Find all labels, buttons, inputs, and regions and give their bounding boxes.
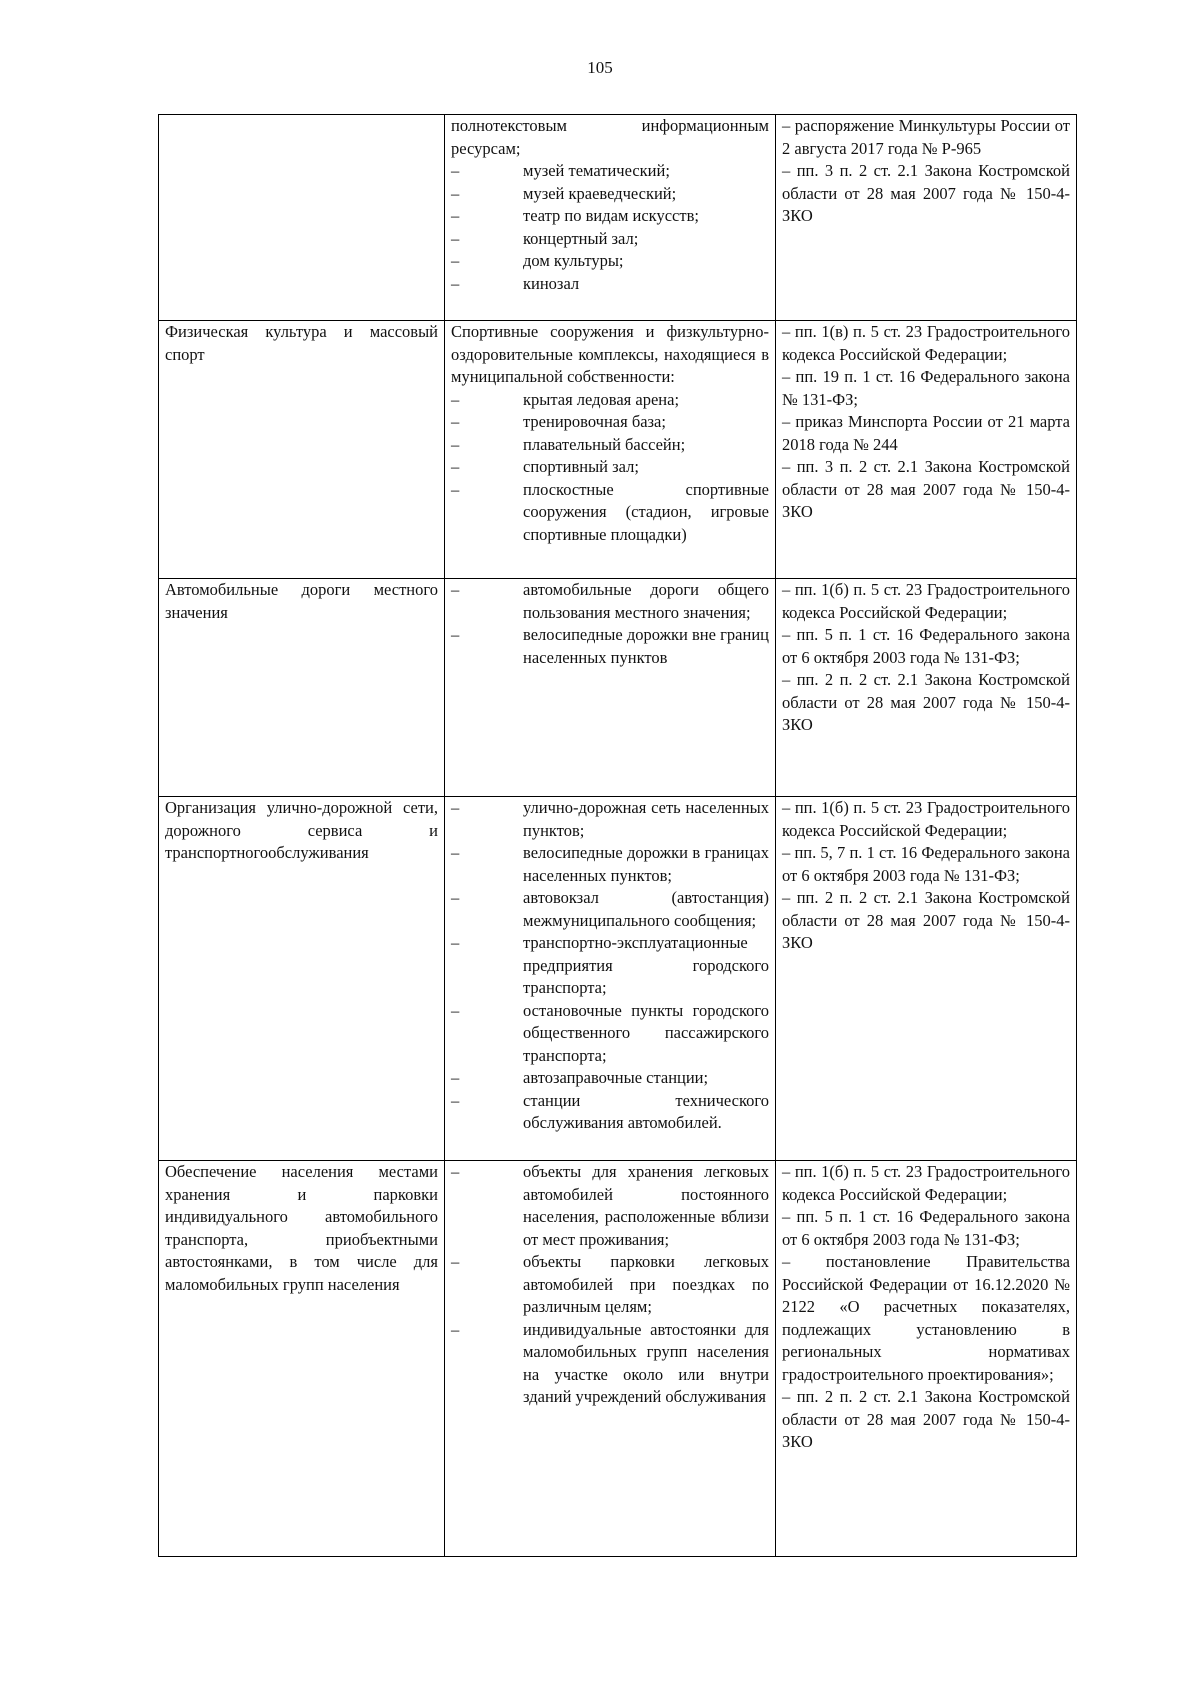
dash-marker: – [451,389,460,409]
objects-cell [445,321,776,579]
object-list-text: объекты для хранения легковых автомобилей постоянного населения, расположенные вблизи от мест проживания; [523,1162,769,1249]
object-list-text: улично-дорожная сеть населенных пунктов; [523,798,769,840]
table-row [159,321,1077,579]
legal-basis-item: – пп. 5 п. 1 ст. 16 Федерального закона от 6 октября 2003 года № 131-ФЗ; [782,1207,1070,1249]
object-list-text: автовокзал (автостанция) межмуниципального сообщения; [523,888,769,930]
dash-marker: – [451,206,460,225]
dash-marker: – [451,580,460,599]
category-text: Физическая культура и массовый спорт [165,322,438,364]
object-list-text: транспортно-эксплуатационные предприятия городского транспорта; [523,933,769,997]
legal-basis-item: – пп. 2 п. 2 ст. 2.1 Закона Костромской области от 28 мая 2007 года № 150-4-ЗКО [782,1387,1070,1451]
legal-basis-item: – пп. 3 п. 2 ст. 2.1 Закона Костромской области от 28 мая 2007 года № 150-4-ЗКО [782,457,1070,521]
object-list-text: кинозал [523,273,580,293]
table-body [159,115,1077,1557]
dash-marker: – [451,1090,460,1110]
objects-cell [445,115,776,321]
object-list-item [451,797,769,842]
dash-marker: – [451,798,460,817]
category-cell [159,115,445,321]
object-list-item [451,160,769,183]
dash-marker: – [451,1319,460,1339]
object-list-item [451,1161,769,1251]
object-list-text: плоскостные спортивные сооружения (стадион, игровые спортивные площадки) [523,479,769,544]
legal-basis-item: – постановление Правительства Российской Федерации от 16.12.2020 № 2122 «О расчетных показателях, подлежащих установлению в региональных нормативах градостроительного проектирования»; [782,1252,1070,1384]
object-list-text: плавательный бассейн; [523,434,686,454]
object-list-text: индивидуальные автостоянки для маломобильных групп населения на участке около или внутри зданий учреждений обслуживания [523,1319,769,1406]
object-list-item [451,183,769,206]
object-list-item [451,456,769,479]
dash-marker: – [451,933,460,952]
table-row [159,115,1077,321]
object-list-item [451,273,769,296]
object-list-item [451,1319,769,1409]
object-list-item [451,842,769,887]
category-text: Автомобильные дороги местного значения [165,580,438,622]
object-list-item [451,1090,769,1135]
dash-marker: – [451,457,460,476]
legal-basis-item: – пп. 2 п. 2 ст. 2.1 Закона Костромской области от 28 мая 2007 года № 150-4-ЗКО [782,670,1070,734]
object-list-text: тренировочная база; [523,412,666,431]
dash-marker: – [451,251,460,270]
legal-basis-item: – распоряжение Минкультуры России от 2 августа 2017 года № Р-965 [782,116,1070,158]
object-list-item [451,1067,769,1090]
object-list-item [451,1000,769,1068]
table-row [159,579,1077,797]
category-cell [159,321,445,579]
object-list-text: музей краеведческий; [523,183,677,203]
object-list-text: велосипедные дорожки вне границ населенных пунктов [523,625,769,667]
object-intro-text: полнотекстовым информационным ресурсам; [451,116,769,158]
objects-cell [445,579,776,797]
objects-cell [445,797,776,1161]
category-cell [159,797,445,1161]
object-list-item [451,250,769,273]
object-list-item [451,887,769,932]
basis-cell [776,1161,1077,1557]
object-list-text: станции технического обслуживания автомобилей. [523,1090,769,1132]
dash-marker: – [451,412,460,431]
object-intro-text: Спортивные сооружения и физкультурно-оздоровительные комплексы, находящиеся в муниципальной собственности: [451,322,769,386]
basis-cell [776,321,1077,579]
legal-basis-item: – пп. 1(в) п. 5 ст. 23 Градостроительного кодекса Российской Федерации; [782,322,1070,364]
norms-table [158,114,1077,1557]
legal-basis-item: – пп. 2 п. 2 ст. 2.1 Закона Костромской области от 28 мая 2007 года № 150-4-ЗКО [782,888,1070,952]
dash-marker: – [451,479,460,499]
basis-cell [776,579,1077,797]
object-list-text: автозаправочные станции; [523,1068,709,1087]
basis-cell [776,115,1077,321]
object-list-item [451,389,769,412]
object-list-text: остановочные пункты городского общественного пассажирского транспорта; [523,1000,769,1065]
legal-basis-item: – приказ Минспорта России от 21 марта 2018 года № 244 [782,412,1070,454]
object-list-text: концертный зал; [523,228,639,248]
category-text: Организация улично-дорожной сети, дорожного сервиса и транспортногообслуживания [165,798,438,862]
legal-basis-item: – пп. 1(б) п. 5 ст. 23 Градостроительного кодекса Российской Федерации; [782,1162,1070,1204]
table-row [159,1161,1077,1557]
basis-cell [776,797,1077,1161]
legal-basis-item: – пп. 3 п. 2 ст. 2.1 Закона Костромской области от 28 мая 2007 года № 150-4-ЗКО [782,161,1070,225]
dash-marker: – [451,228,460,248]
category-cell [159,579,445,797]
dash-marker: – [451,183,460,203]
object-list-item [451,479,769,547]
legal-basis-item: – пп. 19 п. 1 ст. 16 Федерального закона № 131-ФЗ; [782,367,1070,409]
object-list-item [451,228,769,251]
category-cell [159,1161,445,1557]
object-list-text: объекты парковки легковых автомобилей при поездках по различным целям; [523,1252,769,1316]
dash-marker: – [451,161,460,180]
object-list-text: дом культуры; [523,251,624,270]
object-list-item [451,205,769,228]
dash-marker: – [451,1068,460,1087]
object-list-item [451,932,769,1000]
dash-marker: – [451,273,460,293]
object-list-text: автомобильные дороги общего пользования местного значения; [523,580,769,622]
dash-marker: – [451,434,460,454]
legal-basis-item: – пп. 5, 7 п. 1 ст. 16 Федерального закона от 6 октября 2003 года № 131-ФЗ; [782,843,1070,885]
dash-marker: – [451,888,460,907]
object-list-text: велосипедные дорожки в границах населенных пунктов; [523,843,769,885]
table-row [159,797,1077,1161]
dash-marker: – [451,1252,460,1271]
dash-marker: – [451,1162,460,1181]
legal-basis-item: – пп. 1(б) п. 5 ст. 23 Градостроительного кодекса Российской Федерации; [782,798,1070,840]
legal-basis-item: – пп. 1(б) п. 5 ст. 23 Градостроительного кодекса Российской Федерации; [782,580,1070,622]
dash-marker: – [451,1000,460,1020]
object-list-item [451,1251,769,1319]
objects-cell [445,1161,776,1557]
object-list-item [451,434,769,457]
object-list-text: театр по видам искусств; [523,206,699,225]
dash-marker: – [451,625,460,644]
object-list-text: музей тематический; [523,161,670,180]
object-list-item [451,624,769,669]
legal-basis-item: – пп. 5 п. 1 ст. 16 Федерального закона от 6 октября 2003 года № 131-ФЗ; [782,625,1070,667]
page-number: 105 [587,58,613,77]
object-list-text: спортивный зал; [523,457,639,476]
object-list-item [451,579,769,624]
object-list-item [451,411,769,434]
dash-marker: – [451,843,460,862]
category-text: Обеспечение населения местами хранения и парковки индивидуального автомобильного транспорта, приобъектными автостоянками, в том числе для маломобильных групп населения [165,1162,438,1294]
object-list-text: крытая ледовая арена; [523,389,680,409]
